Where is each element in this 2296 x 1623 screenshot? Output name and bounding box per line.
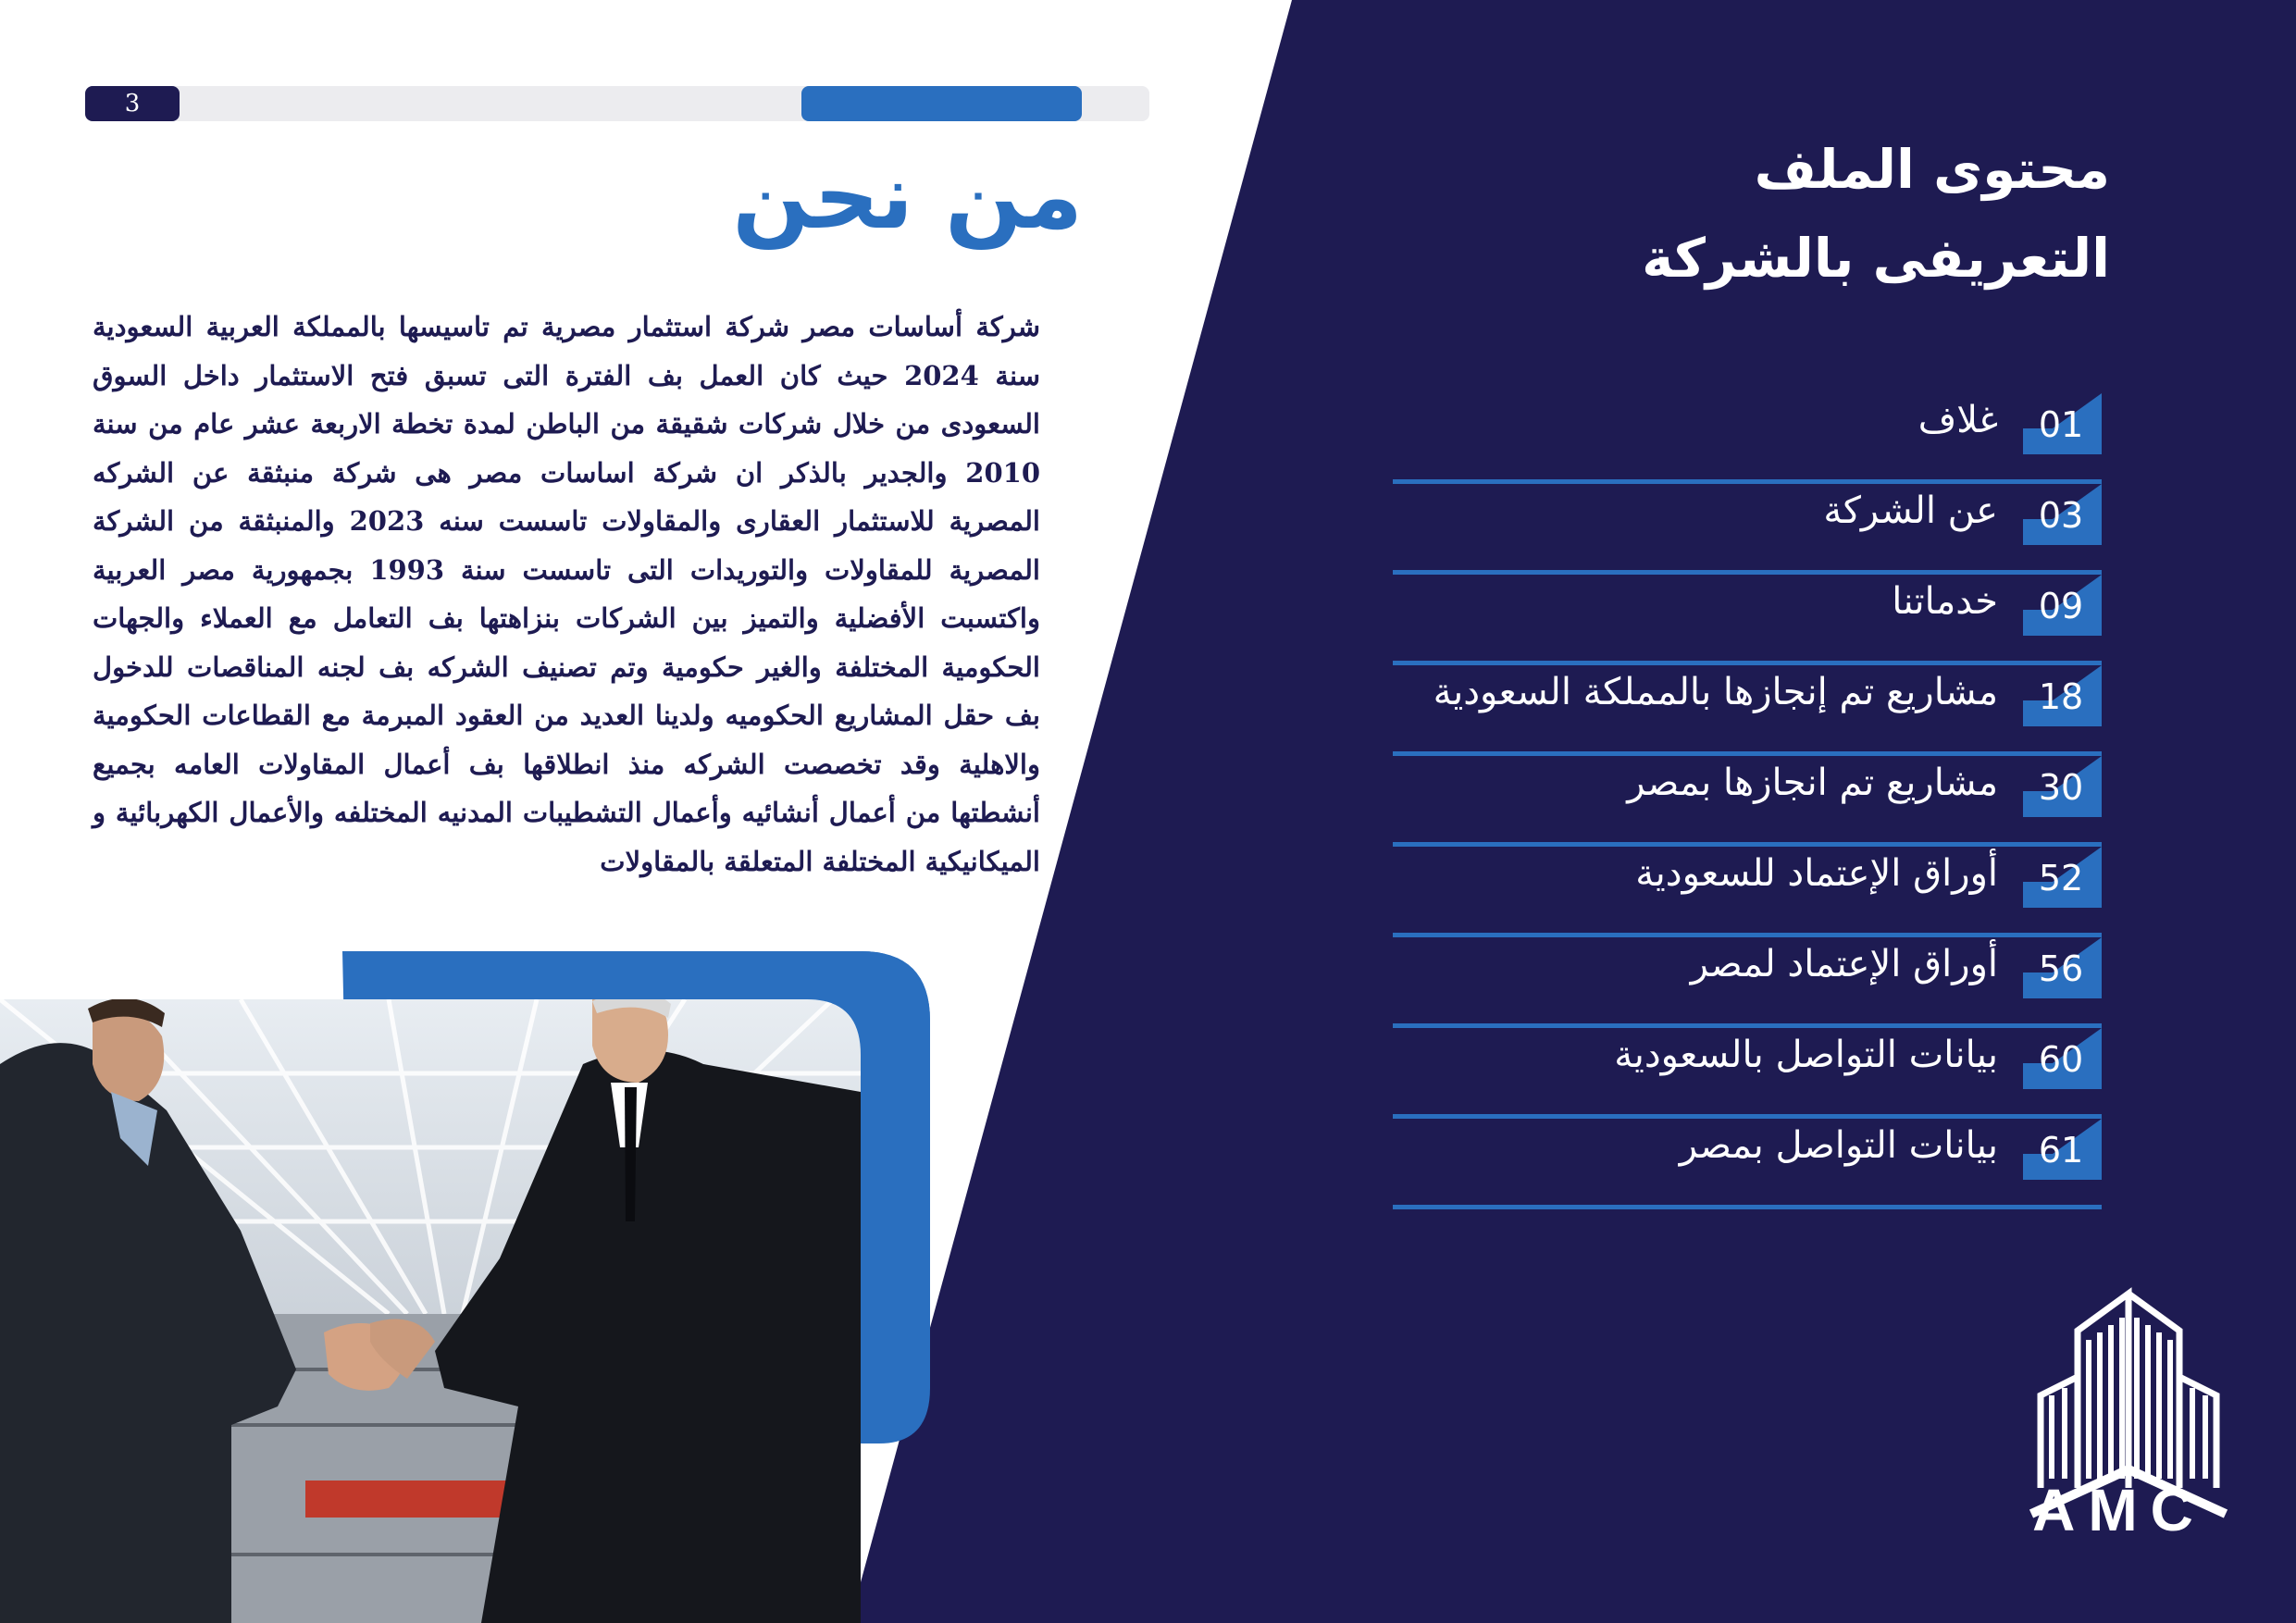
toc-item-cover[interactable] xyxy=(1393,393,2102,484)
toc-item-egypt-projects[interactable] xyxy=(1393,756,2102,847)
toc-item-number: 01 xyxy=(2038,404,2084,445)
toc-item-services[interactable] xyxy=(1393,575,2102,665)
toc-list xyxy=(1393,393,2102,1209)
toc-title-line2: التعريفى بالشركة xyxy=(1642,227,2110,290)
toc-item-label: غلاف xyxy=(1917,399,1998,441)
toc-item-label: بيانات التواصل بمصر xyxy=(1679,1124,1998,1167)
toc-item-about[interactable] xyxy=(1393,484,2102,575)
toc-item-label: أوراق الإعتماد لمصر xyxy=(1690,943,1998,985)
page-number: 3 xyxy=(85,86,180,121)
toc-item-number: 61 xyxy=(2038,1130,2084,1171)
toc-item-saudi-credentials[interactable] xyxy=(1393,847,2102,937)
toc-item-egypt-credentials[interactable] xyxy=(1393,937,2102,1028)
toc-item-label: أوراق الإعتماد للسعودية xyxy=(1635,852,1998,895)
about-body-text: شركة أساسات مصر شركة استثمار مصرية تم تاسيسها بالمملكة العربية السعودية سنة 2024 حيث كان العمل بف الفترة التى تسبق فتح الاستثمار داخل السوق السعودى من خلال شركات شقيقة من الباطن لمدة تخطة الاربعة عشر عام من سنة 2010 والجدير بالذكر ان شركة اساسات مصر هى شركة منبثقة عن الشركه المصرية للاستثمار العقارى والمقاولات تاسست سنه 2023 والمنبثقة من الشركة المصرية للمقاولات والتوريدات التى تاسست سنة 1993 بجمهورية مصر العربية واكتسبت الأفضلية والتميز بين الشركات بنزاهتها بف التعامل مع العملاء والجهات الحكومية المختلفة والغير حكومية وتم تصنيف الشركه بف لجنه المناقصات للدخول بف حقل المشاريع الحكوميه ولدينا العديد من العقود المبرمة مع القطاعات الحكومية والاهلية وقد تخصصت الشركه منذ انطلاقها بف أعمال المقاولات العامه بجميع أنشطتها من أعمال أنشائيه وأعمال التشطيبات المدنيه المختلفه والأعمال الكهربائية و الميكانيكية المختلفة المتعلقة بالمقاولات xyxy=(93,311,1040,877)
toc-item-label: مشاريع تم إنجازها بالمملكة السعودية xyxy=(1433,671,1998,713)
toc-item-label: عن الشركة xyxy=(1823,489,1998,532)
toc-item-number: 60 xyxy=(2038,1039,2084,1080)
about-title: من نحن xyxy=(732,144,1083,250)
toc-item-saudi-contact[interactable] xyxy=(1393,1028,2102,1119)
toc-item-number: 03 xyxy=(2038,495,2084,536)
toc-item-number: 18 xyxy=(2038,676,2084,717)
toc-title-line1: محتوى الملف xyxy=(1754,138,2110,201)
toc-item-label: مشاريع تم انجازها بمصر xyxy=(1627,762,1998,804)
toc-item-number: 09 xyxy=(2038,586,2084,626)
toc-item-label: خدماتنا xyxy=(1892,580,1998,623)
toc-item-saudi-projects[interactable] xyxy=(1393,665,2102,756)
toc-item-number: 56 xyxy=(2038,948,2084,989)
toc-item-number: 52 xyxy=(2038,858,2084,898)
amc-logo-text: AMC xyxy=(2032,1477,2206,1543)
toc-title xyxy=(1518,125,2110,303)
toc-item-number: 30 xyxy=(2038,767,2084,808)
progress-fill xyxy=(801,86,1082,121)
toc-item-egypt-contact[interactable] xyxy=(1393,1119,2102,1209)
toc-item-rule xyxy=(1393,1205,2102,1209)
toc-item-label: بيانات التواصل بالسعودية xyxy=(1614,1034,1998,1076)
handshake-photo xyxy=(0,989,861,1623)
